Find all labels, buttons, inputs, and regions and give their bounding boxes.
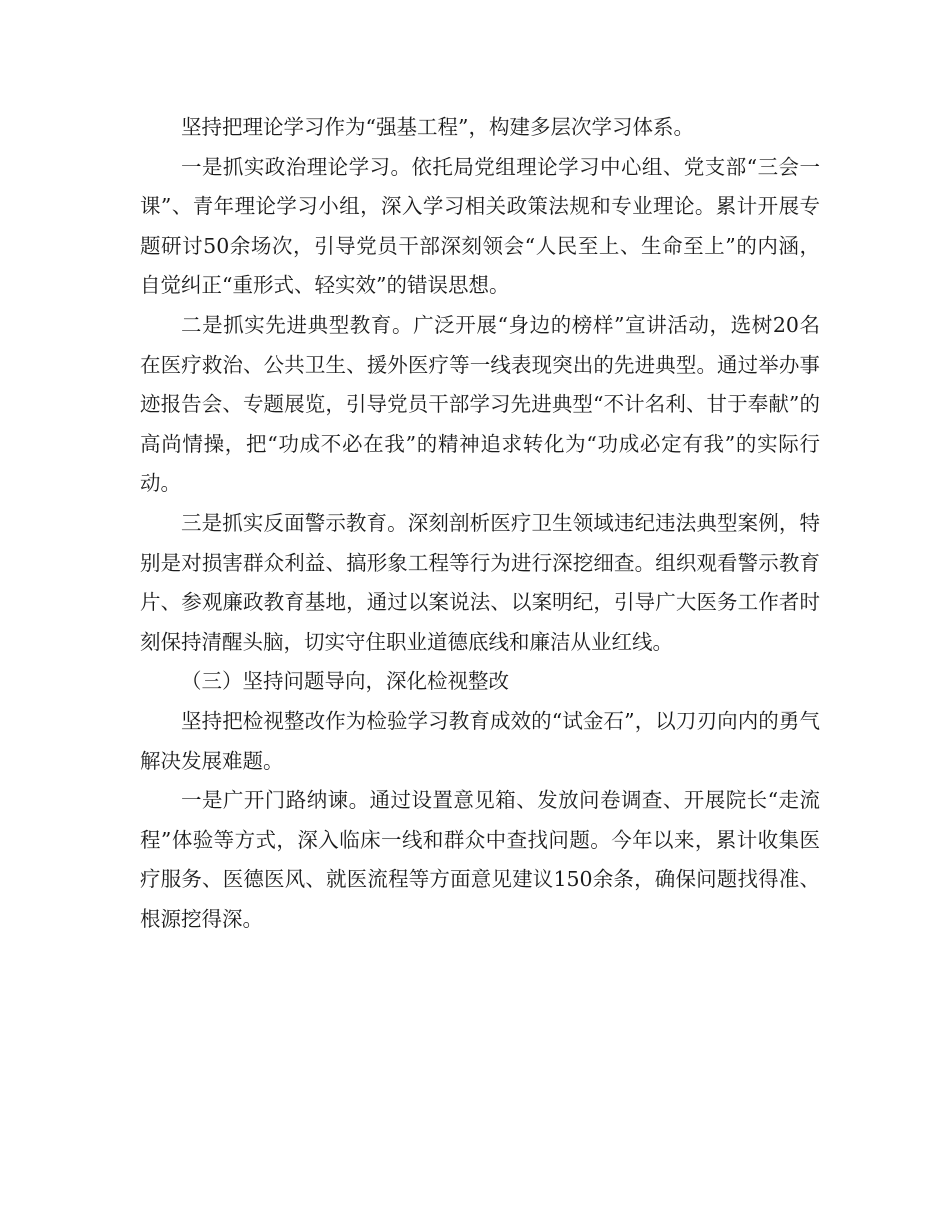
section-heading: （三）坚持问题导向，深化检视整改: [181, 669, 509, 694]
paragraph-open-suggestions: 一是广开门路纳谏。通过设置意见箱、发放问卷调查、开展院长“走流程”体验等方式，深入临床一线和群众中查找问题。今年以来，累计收集医疗服务、医德医风、就医流程等方面意见建议150余条，确保问题找得准、根源挖得深。: [140, 788, 820, 931]
paragraph-advanced-models: 二是抓实先进典型教育。广泛开展“身边的榜样”宣讲活动，选树20名在医疗救治、公共卫生、援外医疗等一线表现突出的先进典型。通过举办事迹报告会、专题展览，引导党员干部学习先进典型“不计名利、甘于奉献”的高尚情操，把“功成不必在我”的精神追求转化为“功成必定有我”的实际行动。: [140, 312, 820, 496]
paragraph-inspection-intro: 坚持把检视整改作为检验学习教育成效的“试金石”，以刀刃向内的勇气解决发展难题。: [140, 708, 820, 773]
paragraph-warning-education: 三是抓实反面警示教育。深刻剖析医疗卫生领域违纪违法典型案例，特别是对损害群众利益、搞形象工程等行为进行深挖细查。组织观看警示教育片、参观廉政教育基地，通过以案说法、以案明纪，引导广大医务工作者时刻保持清醒头脑，切实守住职业道德底线和廉洁从业红线。: [140, 510, 820, 654]
paragraph-political-theory: 一是抓实政治理论学习。依托局党组理论学习中心组、党支部“三会一课”、青年理论学习小组，深入学习相关政策法规和专业理论。累计开展专题研讨50余场次，引导党员干部深刻领会“人民至上、生命至上”的内涵，自觉纠正“重形式、轻实效”的错误思想。: [140, 154, 820, 298]
document-body: [140, 108, 820, 939]
paragraph-intro: 坚持把理论学习作为“强基工程”，构建多层次学习体系。: [181, 115, 694, 139]
